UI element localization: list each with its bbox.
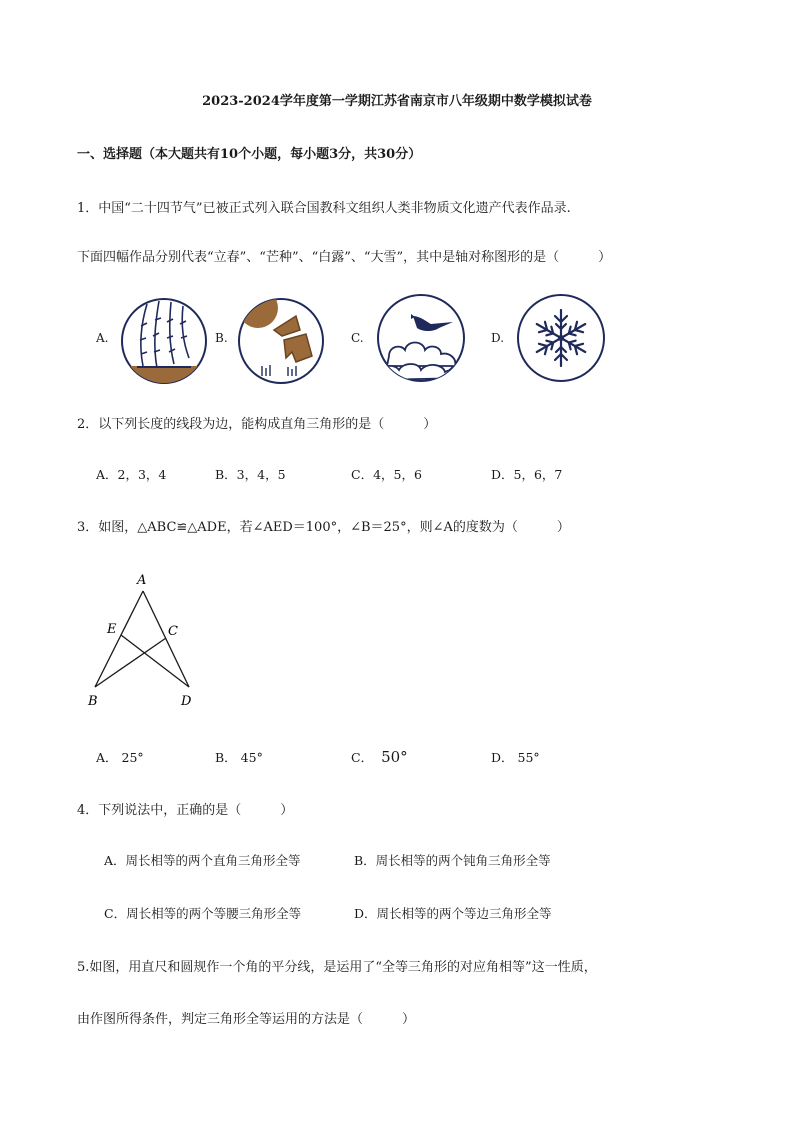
q1-option-d-label: D.	[491, 331, 505, 345]
mangzhong-field-icon	[236, 296, 326, 386]
q3-stem: 3．如图，△ABC≌△ADE，若∠AED＝100°，∠B＝25°，则∠A的度数为（ ）	[77, 520, 570, 535]
q3-option-c-value: 50°	[381, 748, 408, 766]
q3-option-c	[351, 748, 408, 766]
q1-option-b-label: B.	[215, 331, 228, 345]
q2-stem: 2．以下列长度的线段为边，能构成直角三角形的是（ ）	[77, 417, 437, 432]
q4-option-d: D．周长相等的两个等边三角形全等	[354, 906, 552, 921]
lichun-willow-icon	[119, 296, 209, 386]
q4-option-c: C．周长相等的两个等腰三角形全等	[104, 906, 302, 921]
q2-option-d: D．5，6，7	[491, 467, 563, 482]
q3-label-d: D	[181, 694, 192, 709]
q3-triangle-figure	[80, 565, 210, 715]
q1-option-c-label: C.	[351, 331, 364, 345]
q3-label-b: B	[88, 694, 98, 709]
q5-line2: 由作图所得条件，判定三角形全等运用的方法是（ ）	[77, 1012, 416, 1027]
q3-option-d: D． 55°	[491, 750, 540, 765]
q2-option-b: B．3，4，5	[215, 467, 286, 482]
q2-option-a: A．2，3，4	[96, 467, 167, 482]
q5-line1: 5.如图，用直尺和圆规作一个角的平分线，是运用了“全等三角形的对应角相等”这一性质，	[77, 960, 597, 975]
q3-option-b: B． 45°	[215, 750, 263, 765]
q4-stem: 4．下列说法中，正确的是（ ）	[77, 803, 294, 818]
exam-title: 2023-2024学年度第一学期江苏省南京市八年级期中数学模拟试卷	[202, 94, 592, 109]
q4-option-b: B．周长相等的两个钝角三角形全等	[354, 853, 551, 868]
q3-label-c: C	[168, 624, 178, 639]
q3-label-a: A	[137, 573, 147, 588]
q4-option-a: A．周长相等的两个直角三角形全等	[104, 853, 301, 868]
q1-option-a-label: A.	[96, 331, 109, 345]
q1-line1: 1．中国“二十四节气”已被正式列入联合国教科文组织人类非物质文化遗产代表作品录.	[77, 201, 571, 216]
q3-option-c-letter: C．	[351, 750, 374, 765]
q3-option-a: A． 25°	[96, 750, 144, 765]
q3-label-e: E	[107, 622, 117, 637]
section-heading: 一、选择题（本大题共有10个小题，每小题3分，共30分）	[77, 147, 422, 162]
q2-option-c: C．4，5，6	[351, 467, 422, 482]
bailu-goose-cloud-icon	[375, 292, 467, 384]
q1-line2: 下面四幅作品分别代表“立春”、“芒种”、“白露”、“大雪”，其中是轴对称图形的是（ ）	[77, 250, 612, 265]
daxue-snowflake-icon	[515, 292, 607, 384]
